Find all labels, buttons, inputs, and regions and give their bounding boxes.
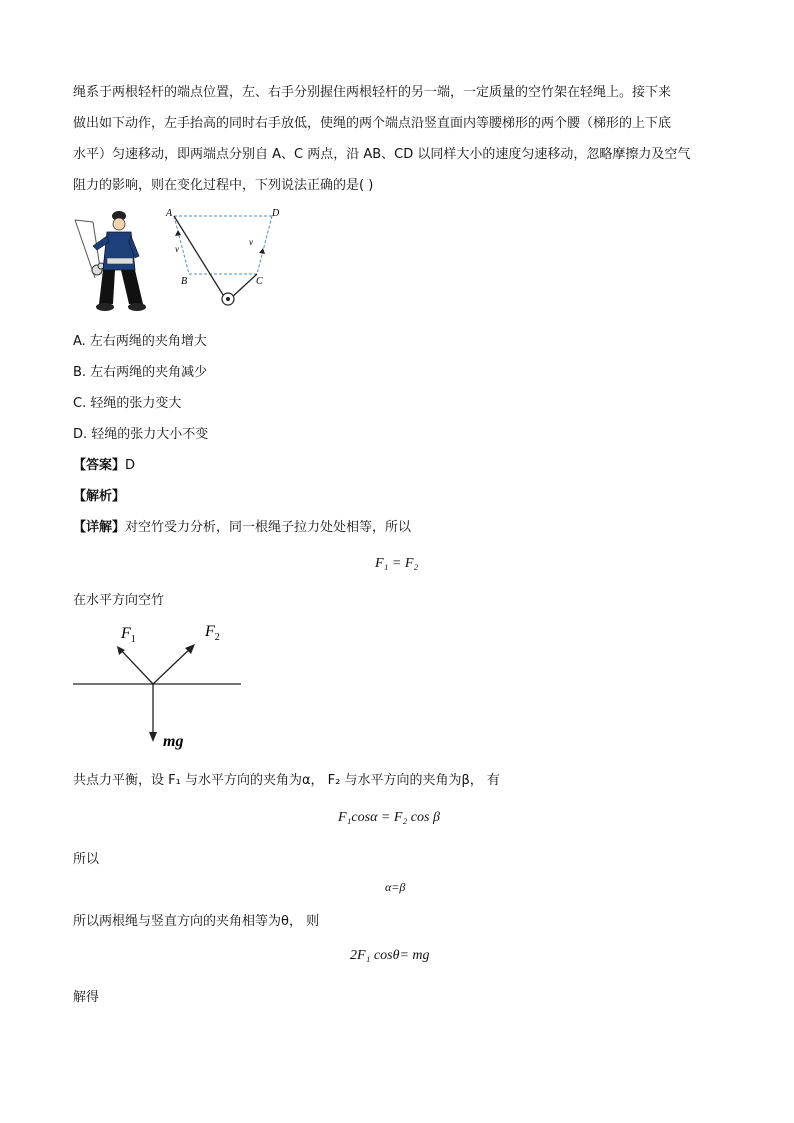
so-text-2: 所以两根绳与竖直方向的夹角相等为θ， 则 xyxy=(73,914,320,929)
diabolo-illustration xyxy=(73,208,283,316)
answer-line xyxy=(73,457,135,475)
equation-f1-equals-f2: F₁ = F₂ xyxy=(375,556,419,571)
answer-label: 【答案】 xyxy=(73,458,126,473)
question-line-3: 水平）匀速移动，即两端点分别自 A、C 两点，沿 AB、CD 以同样大小的速度匀速移动，忽略摩擦力及空气 xyxy=(73,147,691,162)
option-c: C. 轻绳的张力变大 xyxy=(73,396,182,411)
question-line-1: 绳系于两根轻杆的端点位置，左、右手分别握住两根轻杆的另一端，一定质量的空竹架在轻绳上。接下来 xyxy=(73,85,672,100)
analysis-label: 【解析】 xyxy=(73,489,126,504)
question-line-2: 做出如下动作，左手抬高的同时右手放低，使绳的两个端点沿竖直面内等腰梯形的两个腰（梯形的上下底 xyxy=(73,116,672,131)
detail-line xyxy=(73,519,411,537)
option-b: B. 左右两绳的夹角减少 xyxy=(73,365,208,380)
detail-label: 【详解】 xyxy=(73,520,126,535)
question-line-4: 阻力的影响，则在变化过程中，下列说法正确的是( ) xyxy=(73,178,374,193)
answer-value: D xyxy=(125,458,136,473)
balance-text: 共点力平衡，设 F₁ 与水平方向的夹角为α， F₂ 与水平方向的夹角为β， 有 xyxy=(73,773,500,788)
horizontal-text: 在水平方向空竹 xyxy=(73,593,165,608)
label-C: C xyxy=(256,276,263,287)
equation-vertical-balance: 2F₁ cosθ= mg xyxy=(350,948,430,963)
equation-alpha-beta: α=β xyxy=(385,880,406,894)
so-text-1: 所以 xyxy=(73,852,100,867)
arrow-down-icon xyxy=(175,230,181,236)
equation-cos-balance: F₁cosα = F₂ cos β xyxy=(338,810,440,825)
label-mg: mg xyxy=(163,733,184,750)
person-illustration xyxy=(75,211,146,311)
force-diagram-svg xyxy=(73,618,243,750)
figure-force-diagram xyxy=(73,618,243,750)
solve-text: 解得 xyxy=(73,990,100,1005)
option-d: D. 轻绳的张力大小不变 xyxy=(73,427,209,442)
detail-text: 对空竹受力分析，同一根绳子拉力处处相等，所以 xyxy=(125,520,412,535)
label-F2: $F_2$ xyxy=(205,623,220,643)
label-v-left: v xyxy=(175,244,179,254)
mg-arrowhead-icon xyxy=(149,732,157,742)
label-D: D xyxy=(272,208,280,219)
figure-diabolo xyxy=(73,208,283,316)
arrow-up-icon xyxy=(259,248,265,254)
label-F1: $F_1$ xyxy=(121,625,136,645)
label-v-right: v xyxy=(249,237,253,247)
trapezoid-diagram xyxy=(165,208,280,305)
label-B: B xyxy=(181,276,188,287)
label-A: A xyxy=(166,208,173,219)
option-a: A. 左右两绳的夹角增大 xyxy=(73,334,207,349)
